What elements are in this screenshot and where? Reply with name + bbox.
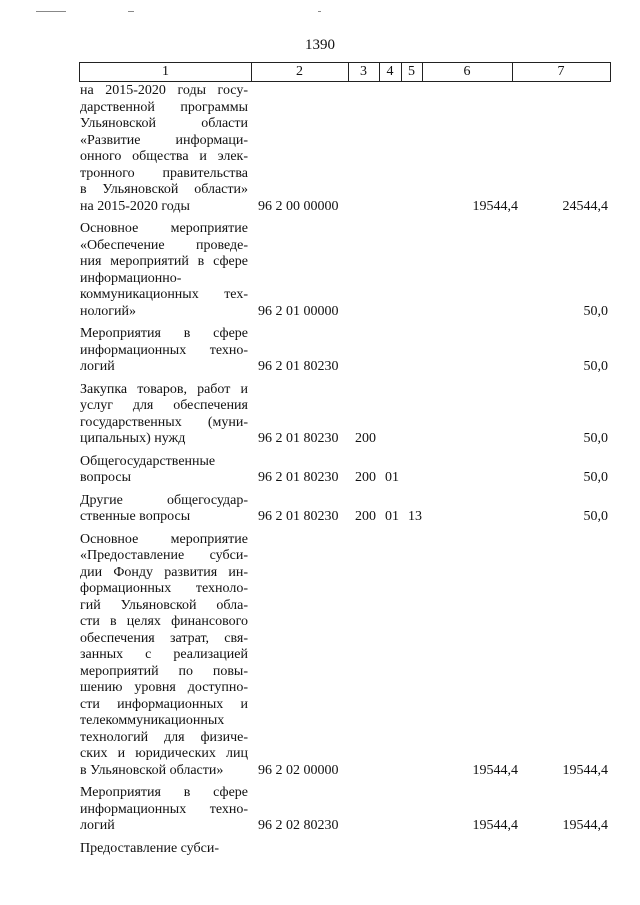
row-name-line: гий Ульяновской обла-: [80, 597, 248, 613]
header-col-4: 4: [386, 64, 394, 79]
row-name-line: сти в целях финансового: [80, 614, 248, 629]
row-sum-2016: 19544,4: [472, 762, 518, 778]
header-col-5: 5: [408, 64, 415, 79]
header-col-2: 2: [296, 64, 303, 79]
row-name-line: Ульяновской области: [80, 116, 248, 131]
row-name-line: шению уровня доступно-: [80, 680, 248, 695]
row-sum-2017: 50,0: [583, 431, 608, 446]
row-vr: 200: [355, 509, 376, 524]
row-vr: 200: [355, 431, 376, 446]
row-rz: 01: [385, 470, 399, 485]
row-name-line: информационных техно-: [80, 801, 248, 817]
row-name-line: дии Фонду развития ин-: [80, 564, 248, 580]
row-code: 96 2 01 80230: [258, 431, 339, 446]
row-name-line: информационно-: [80, 270, 182, 286]
page-number: 1390: [305, 37, 335, 53]
row-name-line: вопросы: [80, 470, 131, 485]
row-name-line: «Предоставление субси-: [80, 548, 248, 563]
row-name-line: «Развитие информаци-: [80, 132, 248, 148]
row-name-line: тронного правительства: [80, 165, 248, 181]
row-name-line: в Ульяновской области»: [80, 182, 248, 197]
header-col-6: 6: [463, 64, 471, 79]
row-name-line: информационных техно-: [80, 342, 248, 358]
row-name-line: нологий»: [80, 303, 137, 319]
row-pr: 13: [408, 509, 422, 524]
row-sum-2017: 50,0: [583, 359, 608, 374]
row-name-line: ния мероприятий в сфере: [80, 254, 248, 269]
row-code: 96 2 01 80230: [258, 470, 339, 485]
row-sum-2017: 50,0: [583, 509, 608, 524]
row-name-line: ципальных) нужд: [80, 431, 186, 446]
header-col-1: 1: [162, 64, 169, 79]
row-name-line: коммуникационных тех-: [80, 287, 248, 302]
row-name-line: в Ульяновской области»: [80, 762, 224, 778]
row-name-line: дарственной программы: [80, 99, 248, 115]
row-code: 96 2 02 00000: [258, 762, 339, 778]
row-name-line: сти информационных и: [80, 696, 248, 712]
row-name-line: на 2015-2020 годы: [80, 198, 190, 214]
row-name-line: Предоставление субси-: [80, 840, 219, 856]
row-name-line: Мероприятия в сфере: [80, 785, 248, 800]
row-vr: 200: [355, 470, 376, 485]
row-code: 96 2 01 00000: [258, 303, 339, 319]
row-name-line: Другие общегосудар-: [80, 492, 248, 508]
row-sum-2017: 19544,4: [562, 818, 608, 833]
row-name-line: «Обеспечение проведе-: [80, 237, 248, 253]
row-name-line: Общегосударственные: [80, 453, 216, 469]
header-col-7: 7: [557, 64, 565, 79]
row-name-line: обеспечения затрат, свя-: [80, 630, 248, 646]
row-name-line: Основное мероприятие: [80, 531, 248, 547]
row-name-line: логий: [80, 359, 115, 374]
row-sum-2017: 24544,4: [562, 198, 608, 214]
row-name-line: логий: [80, 818, 115, 833]
row-sum-2017: 50,0: [583, 303, 608, 319]
row-name-line: мероприятий по повы-: [80, 663, 248, 679]
row-name-line: занных с реализацией: [80, 647, 248, 662]
row-sum-2017: 19544,4: [562, 762, 608, 778]
row-code: 96 2 02 80230: [258, 818, 339, 833]
row-name-line: онного общества и элек-: [80, 149, 248, 164]
row-name-line: Закупка товаров, работ и: [80, 381, 248, 397]
row-code: 96 2 01 80230: [258, 509, 339, 524]
row-sum-2016: 19544,4: [472, 818, 518, 833]
row-code: 96 2 00 00000: [258, 198, 339, 214]
row-code: 96 2 01 80230: [258, 359, 339, 374]
row-name-line: государственных (муни-: [80, 414, 248, 430]
row-name-line: технологий для физиче-: [80, 729, 248, 745]
row-sum-2017: 50,0: [583, 470, 608, 485]
row-name-line: услуг для обеспечения: [80, 398, 248, 413]
row-name-line: на 2015-2020 годы госу-: [80, 83, 248, 98]
table-header: [79, 62, 611, 82]
row-name-line: Мероприятия в сфере: [80, 326, 248, 341]
row-name-line: ственные вопросы: [80, 509, 191, 524]
row-rz: 01: [385, 509, 399, 524]
row-sum-2016: 19544,4: [472, 198, 518, 214]
row-name-line: телекоммуникационных: [80, 713, 225, 728]
row-name-line: Основное мероприятие: [80, 221, 248, 236]
row-name-line: формационных техноло-: [80, 581, 248, 596]
header-col-3: 3: [360, 64, 367, 79]
row-name-line: ских и юридических лиц: [80, 746, 248, 761]
